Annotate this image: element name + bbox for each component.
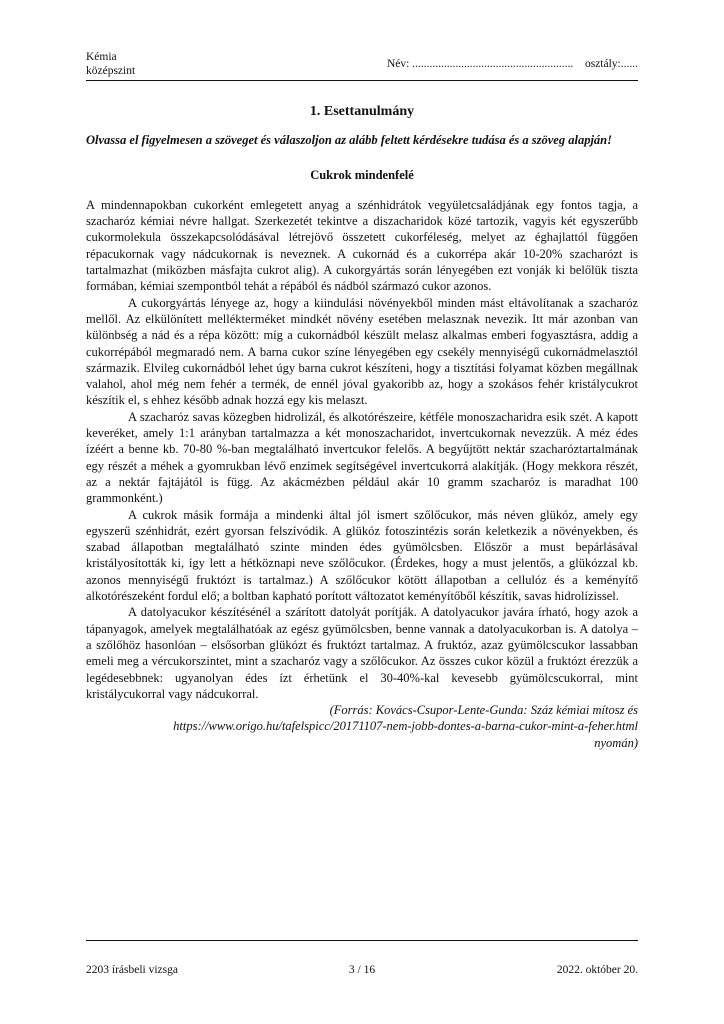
paragraph-1: A mindennapokban cukorként emlegetett anyag a szénhidrátok vegyületcsaládjának egy fontos tagja, a szacharóz kémiai névre hallgat. Szerkezetét tekintve a diszacharidok közé tartozik, vagyis két egyszerűbb cukormolekula összekapcsolódásával létrejövő összetett cukorféleség, melyet az éghajlattól függően répacukornak vagy nádcukornak is neveznek. A cukornád és a cukorrépa akár 10-20% szacharózt is tartalmazhat (miközben másfajta cukrot alig). A cukorgyártás során lényegében ezt vonják ki belőlük tiszta formában, kémiai szempontból tehát a répából és nádból származó cukor azonos. [86,197,638,294]
section-title: 1. Esettanulmány [309,104,415,119]
exam-code: 2203 írásbeli vizsga [86,964,178,976]
article-title: Cukrok mindenfelé [310,167,414,182]
instruction-text: Olvassa el figyelmesen a szöveget és válaszoljon az alább feltett kérdésekre tudása és a szöveg alapján! [86,133,612,148]
paragraph-2: A cukorgyártás lényege az, hogy a kiindulási növényekből minden mást eltávolítanak a szacharóz mellől. Az elkülönített mellékterméket mindkét növény esetében melasznak nevezik. Itt már azonban van különbség a nád és a répa között: míg a cukornádból készült melasz alkalmas emberi fogyasztásra, addig a cukorrépából megmaradó nem. A barna cukor színe lényegében egy csekély mennyiségű cukornádmelasztól származik. Elvileg cukornádból lehet úgy barna cukrot készíteni, hogy a tisztítási folyamat közben megállnak valahol, ahol még nem fehér a termék, de ennél jóval gyakoribb az, hogy a szokásos fehér kristálycukrot készítik el, s ehhez később adnak hozzá egy kis melaszt. [86,295,638,408]
paragraph-5: A datolyacukor készítésénél a szárított datolyát porítják. A datolyacukor javára írható, hogy azok a tápanyagok, amelyek megtalálhatóak az egész gyümölcsben, benne vannak a datolyacukorban is. A datolya – a szőlőhöz hasonlóan – elsősorban glükózt és fruktózt tartalmaz. A fruktóz, azaz gyümölcscukor lassabban emeli meg a vércukorszintet, mint a szacharóz vagy a szőlőcukor. Az összes cukor közül a fruktózt érezzük a legédesebbnek: ugyanolyan édes ízt érhetünk el 30-40%-kal kevesebb gyümölcscukorral, mint kristálycukorral vagy nádcukorral. [86,605,638,701]
header-name-class-line [387,58,638,70]
main-content [86,104,638,751]
name-label: Név: [386,58,410,70]
paragraph-4: A cukrok másik formája a mindenki által jól ismert szőlőcukor, más néven glükóz, amely egy egyszerű szénhidrát, ezért gyorsan felszívódik. A glükóz fotoszintézis során keletkezik a növényekben, és szabad állapotban megtalálható szinte minden édes gyümölcsben. Először a must bepárlásával kristályosították ki, így lett a hétköznapi neve szőlőcukor. (Érdekes, hogy a must jelentős, a glükózzal kb. azonos mennyiségű fruktózt is tartalmaz.) A szőlőcukor kötött állapotban a cellulóz és a keményítő alkotórészeként fordul elő; a boltban kapható porított változatot keményítőből készítik, savas hidrolízissel. [86,507,638,604]
footer-divider [86,940,638,941]
class-label: osztály:...... [584,58,638,70]
exam-date: 2022. október 20. [556,964,638,976]
source-line-1: (Forrás: Kovács-Csupor-Lente-Gunda: Száz kémiai mítosz és [329,703,638,718]
header-level: középszint [86,65,136,77]
page-number: 3 / 16 [348,964,376,976]
source-line-2: https://www.origo.hu/tafelspicc/20171107-nem-jobb-dontes-a-barna-cukor-mint-a-feher.html [173,719,638,734]
header-divider [86,80,638,81]
header-subject: Kémia [86,51,117,63]
source-line-3: nyomán) [594,735,638,750]
header-subject-block [86,50,135,78]
source-citation [86,702,638,751]
name-dots: ........................................................ [412,58,574,70]
paragraph-3: A szacharóz savas közegben hidrolizál, és alkotórészeire, kétféle monoszacharidra esik szét. A kapott keveréket, amely 1:1 arányban tartalmazza a két monoszacharidot, invertcukornak nevezzük. A méz édes ízéért a benne kb. 70-80 %-ban megtalálható invertcukor felelős. A begyűjtött nektár szacharóztartalmának egy részét a méhek a gyomrukban lévő enzimek segítségével invertcukorrá alakítják. (Hogy mekkora részét, az a nektár fajtájától is függ. Az akácmézben például akár 10 gramm szacharóz is maradhat 100 grammonként.) [86,409,638,506]
